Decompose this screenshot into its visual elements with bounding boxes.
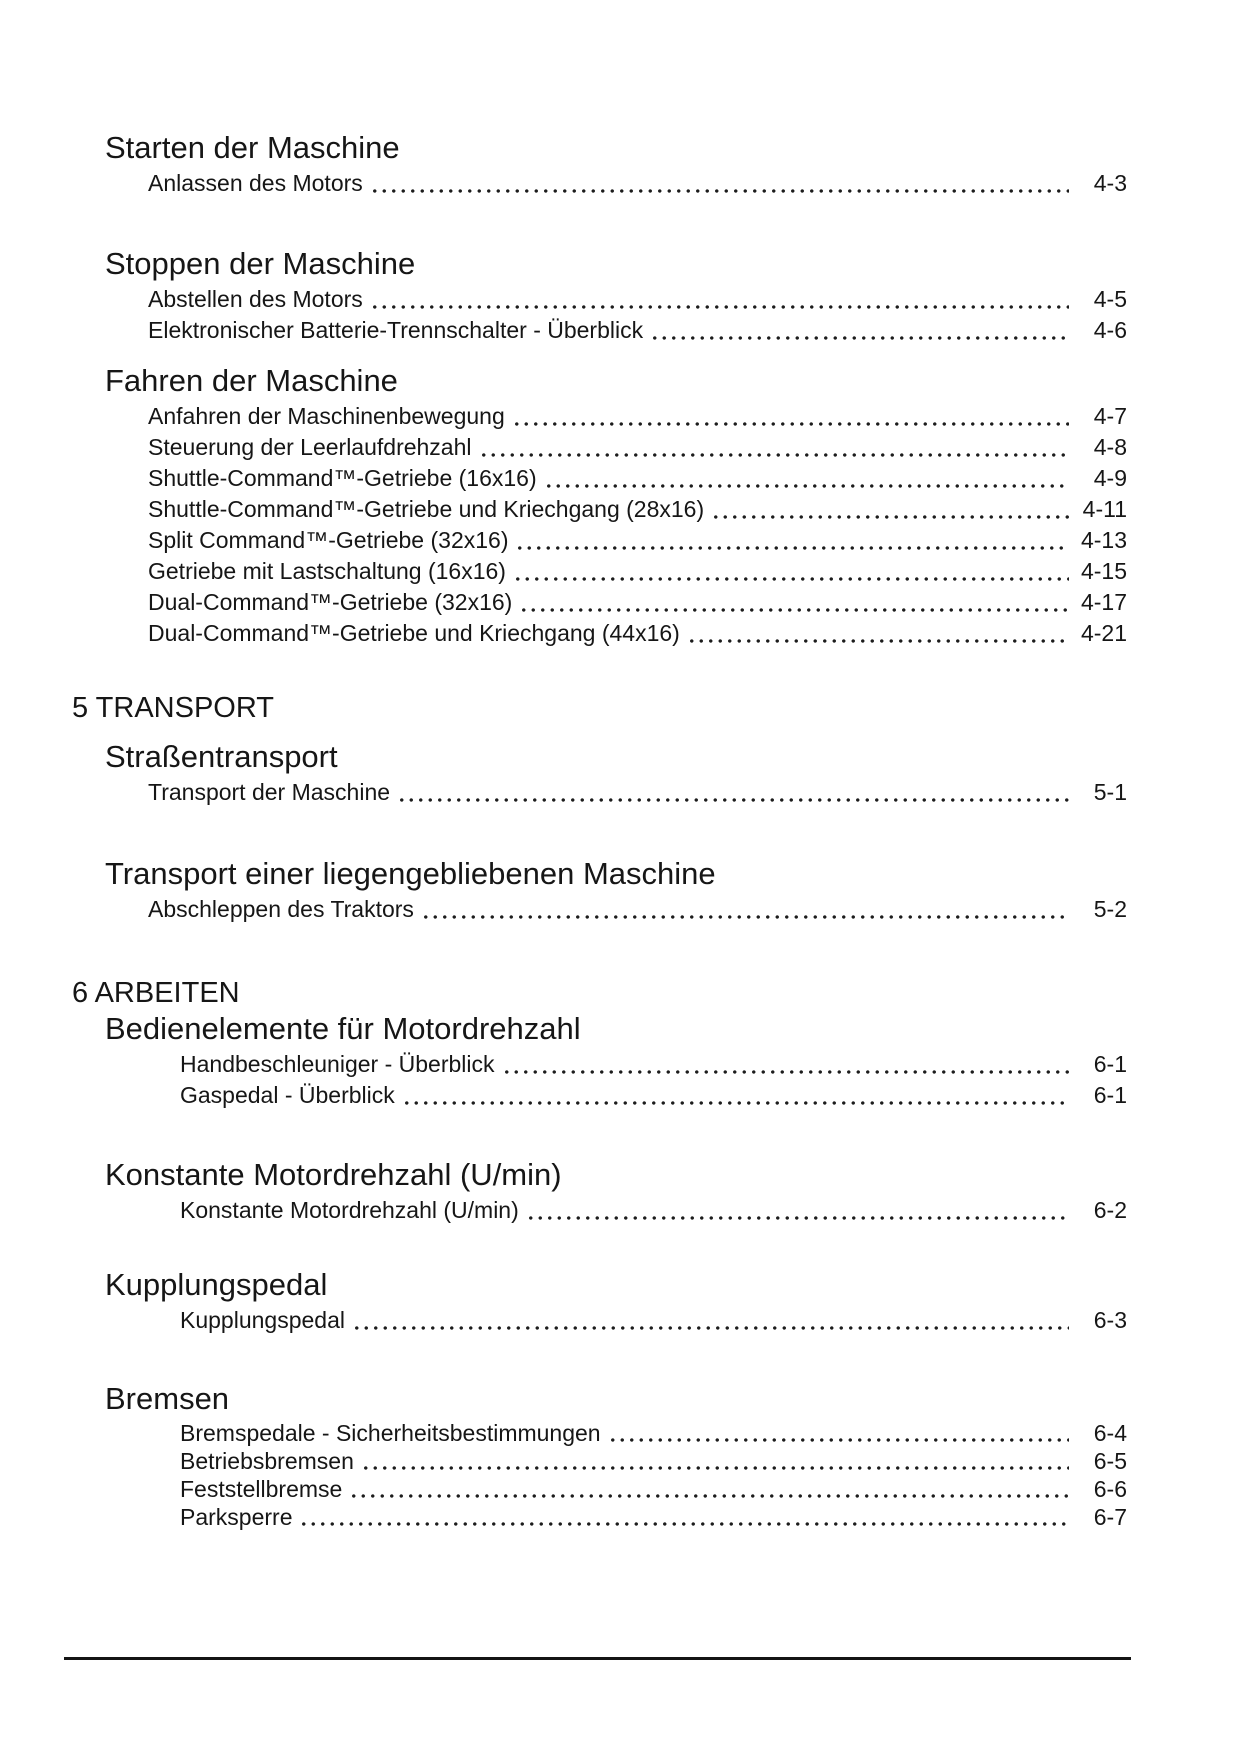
entry-label: Anlassen des Motors [148,170,363,196]
entry-label: Dual-Command™-Getriebe (32x16) [148,589,513,615]
toc-entry [148,463,1127,494]
entry-label: Abschleppen des Traktors [148,896,414,922]
toc-entry [148,525,1127,556]
toc-entry [148,777,1127,808]
entry-page-number: 4-3 [1093,170,1127,196]
toc-entry [148,618,1127,649]
toc-entry [180,1503,1127,1531]
toc-entry [148,315,1127,346]
toc-entry [180,1419,1127,1447]
entry-page-number: 4-5 [1093,286,1127,312]
entry-label: Steuerung der Leerlaufdrehzahl [148,434,472,460]
entry-page-number: 6-5 [1093,1448,1127,1474]
entry-page-number: 4-13 [1080,527,1127,553]
dot-leader [515,546,1069,550]
entry-label: Elektronischer Batterie-Trennschalter - Überblick [148,317,644,343]
toc-entry [148,556,1127,587]
toc-entry [180,1195,1127,1226]
entry-list [0,1195,1127,1226]
dot-leader [711,515,1069,519]
section-title: Fahren der Maschine [105,363,398,398]
dot-leader [650,336,1069,340]
toc-chapter-block [0,691,1241,725]
entry-page-number: 4-7 [1093,403,1127,429]
footer-rule [64,1657,1131,1660]
entry-list [0,168,1127,199]
entry-list [0,1305,1127,1336]
toc-entry [180,1447,1127,1475]
dot-leader [370,189,1069,193]
entry-label: Abstellen des Motors [148,286,363,312]
toc-section-block [0,856,1241,925]
entry-label: Feststellbremse [180,1476,343,1502]
dot-leader [513,577,1069,581]
entry-list [0,1419,1127,1531]
toc-entry [180,1305,1127,1336]
section-title: Straßentransport [105,739,338,774]
entry-page-number: 4-11 [1082,496,1127,522]
toc-entry [148,284,1127,315]
toc-entry [148,432,1127,463]
toc-section-block [0,246,1241,346]
entry-label: Getriebe mit Lastschaltung (16x16) [148,558,506,584]
entry-page-number: 6-2 [1093,1197,1127,1223]
section-title: Bedienelemente für Motordrehzahl [105,1011,581,1046]
entry-list [0,401,1127,649]
entry-page-number: 4-9 [1093,465,1127,491]
dot-leader [397,798,1069,802]
entry-list [0,777,1127,808]
dot-leader [544,484,1069,488]
toc-section-block [0,1267,1241,1336]
section-title: Stoppen der Maschine [105,246,416,281]
entry-page-number: 4-15 [1080,558,1127,584]
entry-page-number: 6-1 [1093,1051,1127,1077]
toc-entry [148,401,1127,432]
entry-label: Dual-Command™-Getriebe und Kriechgang (44x16) [148,620,680,646]
dot-leader [352,1326,1069,1330]
section-title: Kupplungspedal [105,1267,328,1302]
entry-label: Kupplungspedal [180,1307,345,1333]
entry-page-number: 4-8 [1093,434,1127,460]
entry-label: Bremspedale - Sicherheitsbestimmungen [180,1420,601,1446]
section-title: Konstante Motordrehzahl (U/min) [105,1157,562,1192]
dot-leader [299,1522,1069,1526]
entry-list [0,284,1127,346]
section-title: Transport einer liegengebliebenen Maschine [105,856,716,891]
toc-section-block [0,1011,1241,1111]
toc-entry [180,1475,1127,1503]
toc-entry [180,1049,1127,1080]
entry-label: Transport der Maschine [148,779,391,805]
entry-page-number: 4-17 [1080,589,1127,615]
toc-entry [148,894,1127,925]
entry-label: Split Command™-Getriebe (32x16) [148,527,509,553]
entry-label: Anfahren der Maschinenbewegung [148,403,505,429]
dot-leader [687,639,1069,643]
entry-page-number: 6-3 [1093,1307,1127,1333]
entry-label: Gaspedal - Überblick [180,1082,395,1108]
entry-label: Handbeschleuniger - Überblick [180,1051,495,1077]
entry-label: Konstante Motordrehzahl (U/min) [180,1197,519,1223]
toc-section-block [0,739,1241,808]
entry-label: Parksperre [180,1504,293,1530]
dot-leader [349,1494,1069,1498]
toc-entry [148,587,1127,618]
dot-leader [421,915,1069,919]
entry-page-number: 4-6 [1093,317,1127,343]
entry-page-number: 4-21 [1080,620,1127,646]
dot-leader [502,1070,1070,1074]
toc-section-block [0,130,1241,199]
toc-entry [180,1080,1127,1111]
dot-leader [512,422,1069,426]
dot-leader [526,1216,1069,1220]
toc-section-block [0,1157,1241,1226]
entry-page-number: 6-1 [1093,1082,1127,1108]
dot-leader [402,1101,1069,1105]
chapter-title: 5 TRANSPORT [72,692,274,724]
dot-leader [519,608,1069,612]
entry-list [0,1049,1127,1111]
entry-page-number: 6-4 [1093,1420,1127,1446]
entry-page-number: 6-7 [1093,1504,1127,1530]
section-title: Bremsen [105,1381,230,1416]
entry-page-number: 5-1 [1093,779,1127,805]
toc-entry [148,168,1127,199]
entry-page-number: 5-2 [1093,896,1127,922]
entry-page-number: 6-6 [1093,1476,1127,1502]
entry-list [0,894,1127,925]
toc-section-block [0,1381,1241,1531]
section-title: Starten der Maschine [105,130,400,165]
entry-label: Betriebsbremsen [180,1448,354,1474]
dot-leader [370,305,1069,309]
dot-leader [608,1438,1069,1442]
toc-section-block [0,363,1241,649]
entry-label: Shuttle-Command™-Getriebe (16x16) [148,465,537,491]
entry-label: Shuttle-Command™-Getriebe und Kriechgang (28x16) [148,496,705,522]
dot-leader [361,1466,1069,1470]
chapter-title: 6 ARBEITEN [72,977,240,1009]
toc-chapter-block [0,976,1241,1010]
dot-leader [479,453,1069,457]
toc-entry [148,494,1127,525]
